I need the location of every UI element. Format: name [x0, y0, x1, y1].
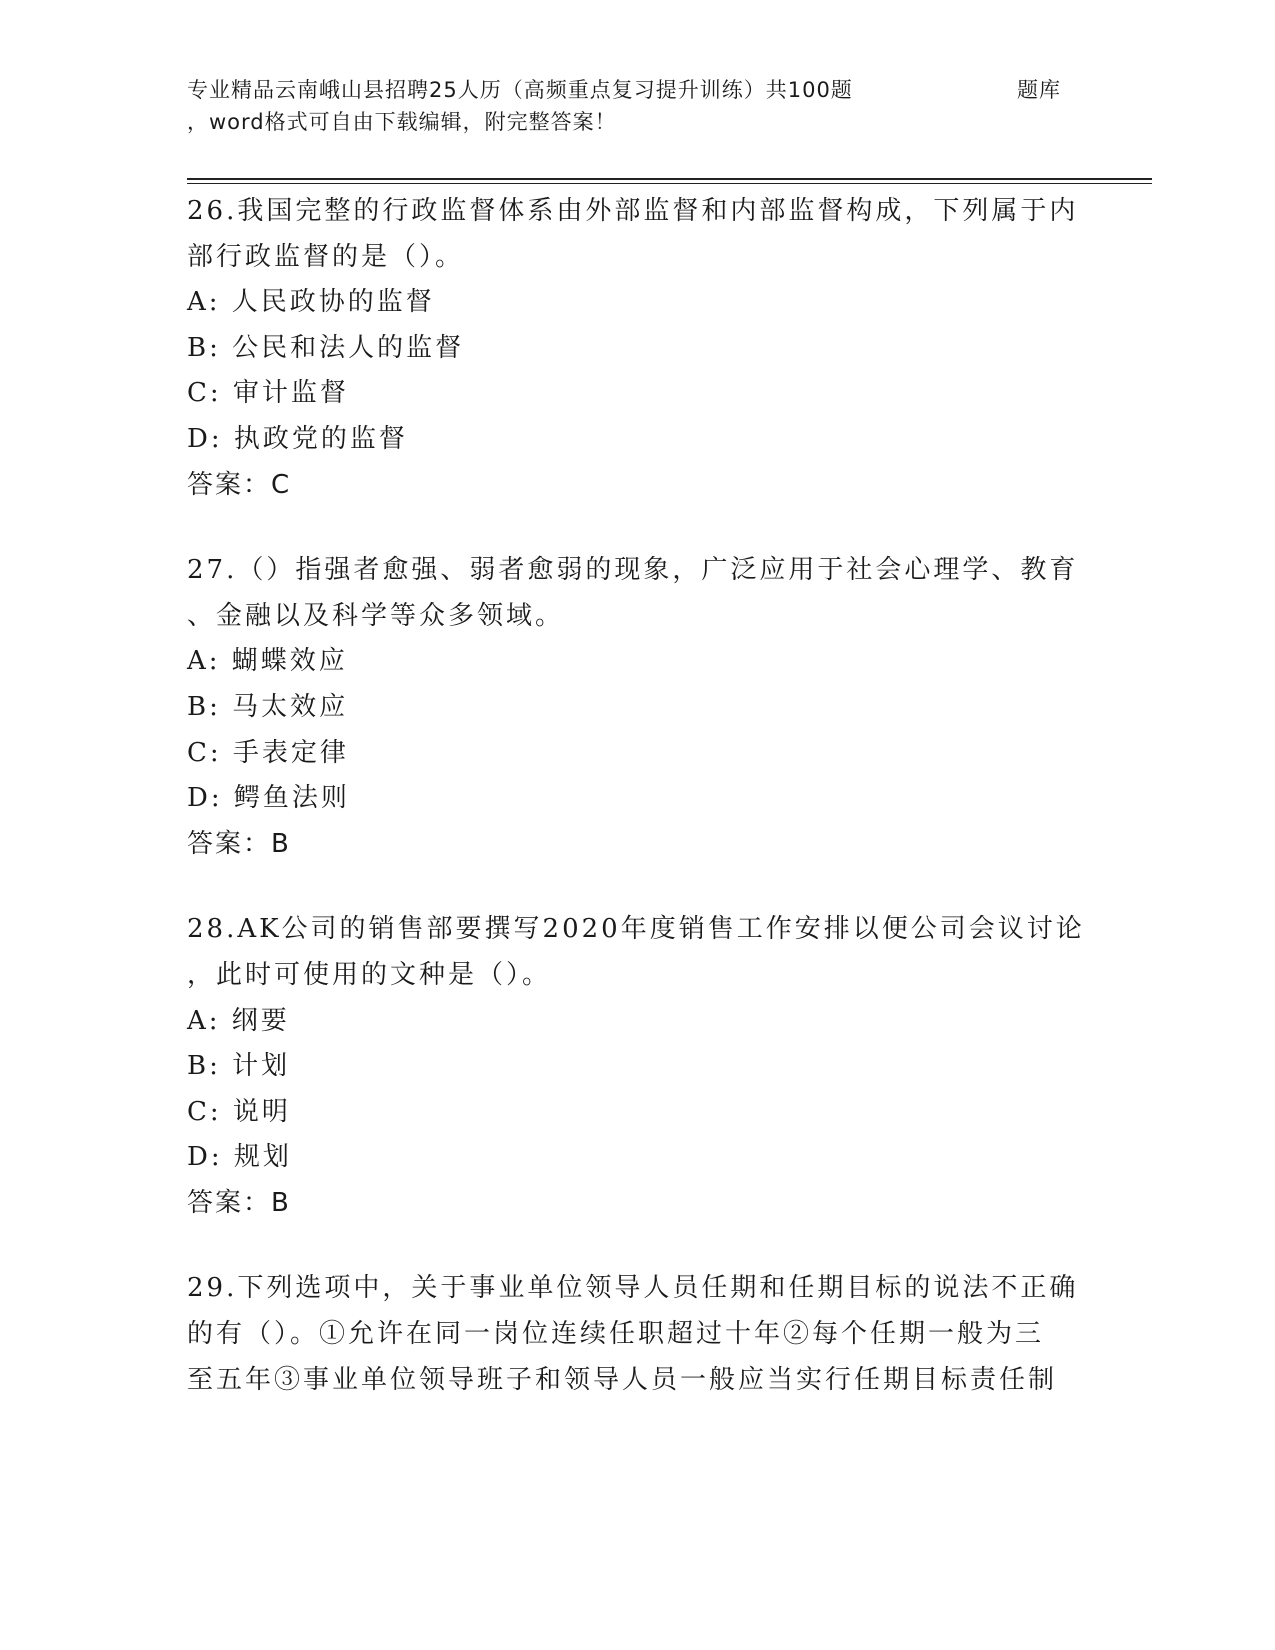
question-text-line: 27.（）指强者愈强、弱者愈弱的现象，广泛应用于社会心理学、教育: [187, 555, 1079, 586]
answer-line: 答案：C: [187, 469, 292, 500]
question-text-line: 28.AK公司的销售部要撰写2020年度销售工作安排以便公司会议讨论: [187, 914, 1085, 945]
page-header: [187, 74, 1087, 138]
option-c: C: 说明: [187, 1096, 291, 1127]
header-rule-thick: [187, 178, 1152, 180]
question-text-line: 、金融以及科学等众多领域。: [187, 600, 565, 631]
question-text-line: 部行政监督的是（）。: [187, 241, 465, 272]
option-a: A: 人民政协的监督: [187, 287, 435, 318]
option-b: B: 马太效应: [187, 691, 349, 722]
option-c: C: 手表定律: [187, 737, 349, 768]
option-b: B: 公民和法人的监督: [187, 332, 465, 363]
question-28: [187, 907, 1087, 1226]
header-line-1: [187, 74, 1087, 106]
option-a: A: 蝴蝶效应: [187, 646, 348, 677]
option-c: C: 审计监督: [187, 378, 349, 409]
question-27: [187, 548, 1087, 867]
question-26: [187, 189, 1087, 508]
option-d: D: 鳄鱼法则: [187, 783, 350, 814]
header-rule-thin: [187, 183, 1152, 184]
header-tag: 题库: [1017, 78, 1061, 102]
question-list: [187, 189, 1087, 1443]
option-a: A: 纲要: [187, 1005, 290, 1036]
answer-line: 答案：B: [187, 828, 291, 859]
question-text-line: 的有（）。①允许在同一岗位连续任职超过十年②每个任期一般为三: [187, 1319, 1045, 1350]
question-text-line: 26.我国完整的行政监督体系由外部监督和内部监督构成，下列属于内: [187, 196, 1079, 226]
option-d: D: 规划: [187, 1142, 292, 1173]
question-text-line: 至五年③事业单位领导班子和领导人员一般应当实行任期目标责任制: [187, 1364, 1058, 1395]
question-text-line: ，此时可使用的文种是（）。: [187, 959, 552, 990]
option-d: D: 执政党的监督: [187, 423, 408, 454]
question-29: [187, 1266, 1087, 1403]
answer-line: 答案：B: [187, 1187, 291, 1218]
option-b: B: 计划: [187, 1051, 291, 1082]
question-text-line: 29.下列选项中，关于事业单位领导人员任期和任期目标的说法不正确: [187, 1273, 1079, 1304]
header-line-2: ，word格式可自由下载编辑，附完整答案！: [187, 110, 617, 134]
header-title: 专业精品云南峨山县招聘25人历（高频重点复习提升训练）共100题: [187, 78, 853, 102]
